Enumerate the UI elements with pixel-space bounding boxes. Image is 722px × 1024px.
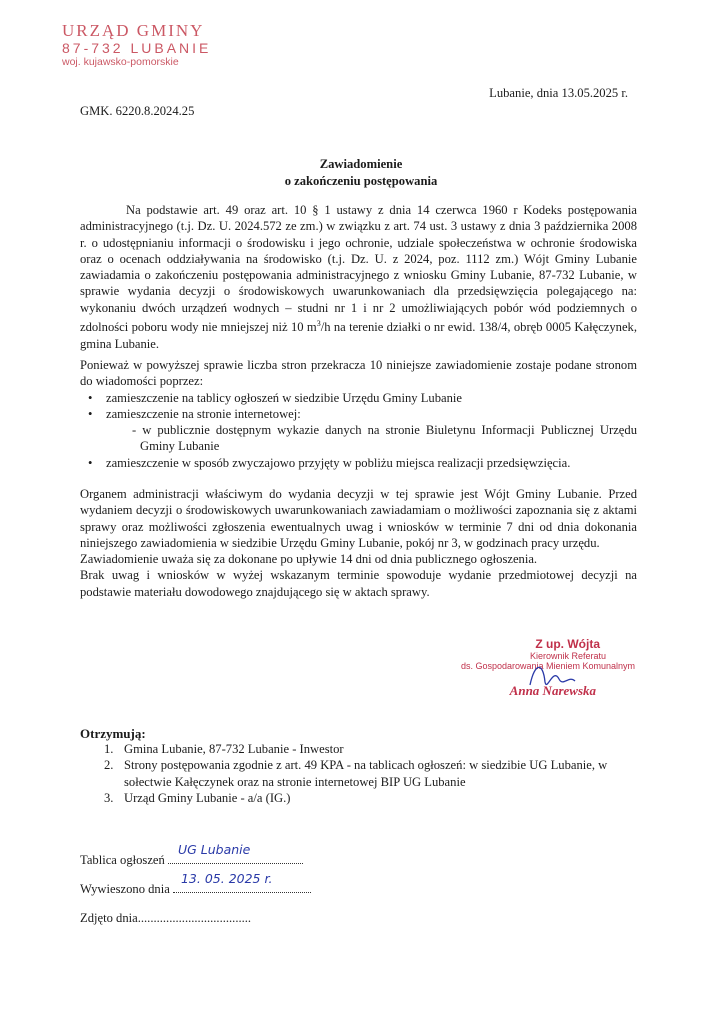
document-title	[0, 156, 722, 190]
stamp-line-3: woj. kujawsko-pomorskie	[62, 56, 179, 68]
paragraph-3-text: Organem administracji właściwym do wydania decyzji w tej sprawie jest Wójt Gminy Lubanie. Przed wydaniem decyzji o środowiskowych uwarunkowaniach zawiadamiam o możliwości zapoznania się z aktami sprawy oraz możliwości zgłoszenia ewentualnych uwag i wniosków w terminie 7 dni od dnia dokonania niniejszego zawiadomienia w siedzibie Urzędu Gminy Lubanie, pokój nr 3, w godzinach pracy urzędu.	[80, 487, 637, 550]
list-item	[80, 790, 640, 806]
paragraph-notification-methods	[80, 357, 637, 471]
stamp-line-2: 87-732 LUBANIE	[62, 40, 212, 56]
board-handwriting: UG Lubanie	[177, 842, 251, 857]
paragraph-1-superscript: 3	[316, 319, 321, 329]
posted-line	[80, 871, 311, 897]
list-item	[80, 406, 637, 455]
signature-line-3: ds. Gospodarowania Mieniem Komunalnym	[460, 661, 636, 671]
item-text: Urząd Gminy Lubanie - a/a (IG.)	[124, 790, 291, 805]
paragraph-1-tail: /h na terenie działki o nr ewid. 138/4, obręb 0005 Kałęczynek, gmina Lubanie.	[80, 320, 638, 351]
item-text: Gmina Lubanie, 87-732 Lubanie - Inwestor	[124, 742, 344, 756]
signature-stamp	[460, 637, 640, 699]
stamp-line-1: URZĄD GMINY	[62, 21, 205, 40]
list-subitem: - w publicznie dostępnym wykazie danych na stronie Biuletynu Informacji Publicznej Urzędu Gminy Lubanie	[132, 423, 637, 454]
document-date: Lubanie, dnia 13.05.2025 r.	[489, 86, 628, 100]
paragraph-2-text: Ponieważ w powyższej sprawie liczba stron przekracza 10 niniejsze zawiadomienie zostaje podane stronom do wiadomości poprzez:	[80, 358, 637, 389]
paragraph-5-text: Brak uwag i wniosków w wyżej wskazanym terminie spowoduje wydanie przedmiotowej decyzji na podstawie materiału dowodowego znajdującego się w aktach sprawy.	[80, 568, 637, 599]
list-item: • zamieszczenie na tablicy ogłoszeń w siedzibie Urzędu Gminy Lubanie	[80, 390, 637, 406]
board-line	[80, 842, 303, 868]
list-item	[80, 757, 640, 790]
recipients-list	[80, 741, 640, 806]
recipients-heading: Otrzymują:	[80, 726, 146, 741]
removed-label: Zdjęto dnia	[80, 911, 138, 925]
signature-line-2: Kierownik Referatu	[529, 651, 606, 661]
reference-number: GMK. 6220.8.2024.25	[80, 104, 195, 118]
item-number: 3.	[104, 790, 114, 805]
title-line-2: o zakończeniu postępowania	[284, 174, 438, 188]
list-item-text: zamieszczenie na stronie internetowej:	[106, 406, 301, 421]
paragraph-authority	[80, 486, 637, 600]
list-item	[80, 741, 640, 757]
signature-line-1: Z up. Wójta	[535, 637, 600, 651]
list-item: • zamieszczenie w sposób zwyczajowo przyjęty w pobliżu miejsca realizacji przedsięwzięcia.	[80, 455, 637, 471]
posted-label: Wywieszono dnia	[80, 882, 170, 896]
paragraph-legal-basis	[80, 202, 637, 352]
office-stamp	[62, 22, 211, 68]
title-line-1: Zawiadomienie	[319, 157, 403, 171]
notification-list	[80, 390, 637, 471]
item-text: Strony postępowania zgodnie z art. 49 KPA - na tablicach ogłoszeń: w siedzibie UG Lubanie, w sołectwie Kałęczynek oraz na stronie internetowej BIP UG Lubanie	[124, 758, 608, 789]
item-number: 2.	[104, 758, 114, 773]
posted-handwriting: 13. 05. 2025 r.	[180, 871, 273, 886]
board-label: Tablica ogłoszeń	[80, 853, 165, 867]
item-number: 1.	[104, 742, 114, 756]
handwritten-signature	[525, 657, 585, 697]
paragraph-1-text: Na podstawie art. 49 oraz art. 10 § 1 ustawy z dnia 14 czerwca 1960 r Kodeks postępowania administracyjnego (t.j. Dz. U. 2024.572 ze zm.) w związku z art. 74 ust. 3 ustawy z dnia 3 października 2008 r. o udostępnianiu informacji o środowisku i jego ochronie, udziale społeczeństwa w ochronie środowiska oraz o ocenach oddziaływania na środowisko (t.j. Dz. U. z 2024, poz. 1112 zm.) Wójt Gminy Lubanie zawiadamia o zakończeniu postępowania administracyjnego z wniosku Gminy Lubanie, 87-732 Lubanie, w sprawie wydania decyzji o środowiskowych uwarunkowaniach dla przedsięwzięcia polegającego na: wykonaniu dwóch urządzeń wodnych – studni nr 1 i nr 2 umożliwiających pobór wód podziemnych o zdolności poboru wody nie mniejszej niż 10 m	[80, 203, 637, 335]
removed-line	[80, 911, 251, 926]
signature-name: Anna Narewska	[509, 683, 596, 698]
paragraph-4-text: Zawiadomienie uważa się za dokonane po upływie 14 dni od dnia publicznego ogłoszenia.	[80, 552, 538, 567]
removed-dots: ....................................	[137, 911, 252, 925]
